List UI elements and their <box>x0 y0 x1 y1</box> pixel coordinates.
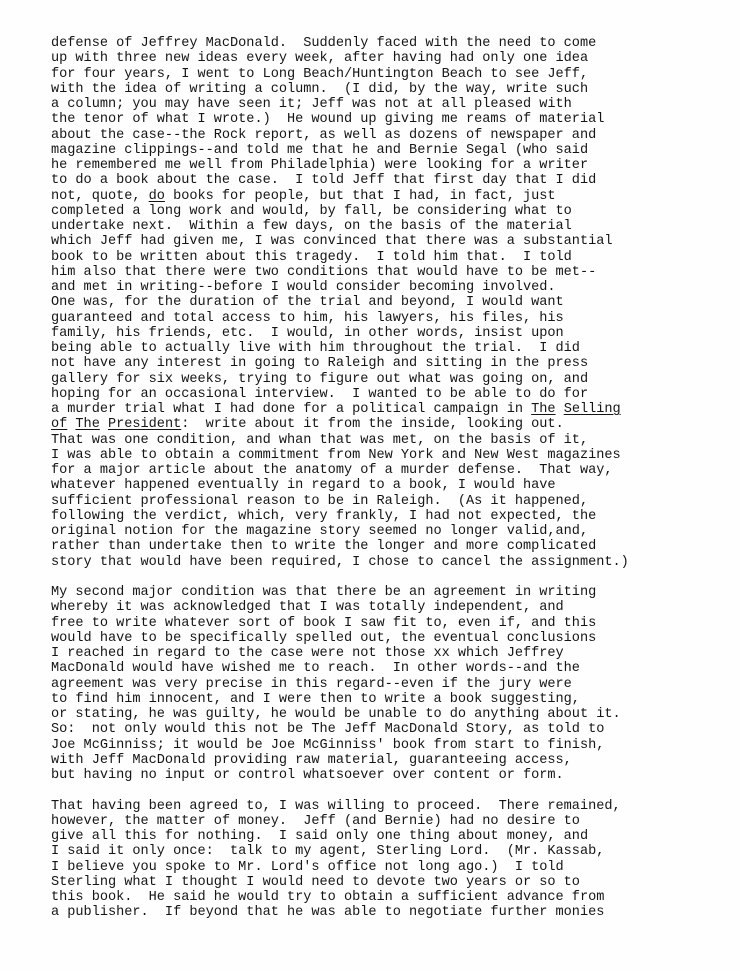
text-line: him also that there were two conditions that would have to be met-- <box>51 264 597 280</box>
text-line: magazine clippings--and told me that he and Bernie Segal (who said <box>51 142 589 158</box>
text-segment: not, quote, <box>51 188 149 204</box>
book-title-underlined: President <box>107 417 182 433</box>
text-line: MacDonald would have wished me to reach. In other words--and the <box>51 661 580 677</box>
text-line: to find him innocent, and I were then to write a book suggesting, <box>51 691 580 707</box>
text-line: which Jeff had given me, I was convinced that there was a substantial <box>51 234 613 250</box>
text-segment: a murder trial what I had done for a political campaign in <box>51 402 532 417</box>
text-line-with-book-title <box>51 402 731 417</box>
text-line: about the case--the Rock report, as well as dozens of newspaper and <box>51 127 597 143</box>
text-line: a column; you may have seen it; Jeff was not at all pleased with <box>51 97 572 112</box>
text-line: this book. He said he would try to obtain a sufficient advance from <box>51 890 605 905</box>
text-line: and met in writing--before I would consider becoming involved. <box>51 280 556 295</box>
text-line: My second major condition was that there be an agreement in writing <box>51 585 597 600</box>
text-line: give all this for nothing. I said only one thing about money, and <box>51 829 589 844</box>
text-line: undertake next. Within a few days, on the basis of the material <box>51 219 572 234</box>
text-line: hoping for an occasional interview. I wanted to be able to do for <box>51 386 589 402</box>
text-line: family, his friends, etc. I would, in other words, insist upon <box>51 325 564 341</box>
text-line: following the verdict, which, very frankly, I had not expected, the <box>51 508 597 524</box>
text-line: he remembered me well from Philadelphia) were looking for a writer <box>51 158 589 173</box>
text-line: Joe McGinniss; it would be Joe McGinniss' book from start to finish, <box>51 737 605 753</box>
text-line: with the idea of writing a column. (I did, by the way, write such <box>51 81 589 97</box>
text-line: I reached in regard to the case were not those xx which Jeffrey <box>51 646 564 661</box>
text-line: free to write whatever sort of book I saw fit to, even if, and this <box>51 615 597 631</box>
text-line: with Jeff MacDonald providing raw material, guaranteeing access, <box>51 752 572 768</box>
paragraph-2 <box>51 585 731 783</box>
paragraph-spacer <box>51 783 731 798</box>
paragraph-1 <box>51 36 731 570</box>
text-line-with-underline <box>51 189 731 204</box>
text-line: whereby it was acknowledged that I was totally independent, and <box>51 600 564 616</box>
text-line: One was, for the duration of the trial and beyond, I would want <box>51 295 564 311</box>
text-line: rather than undertake then to write the longer and more complicated <box>51 539 597 555</box>
paragraph-spacer <box>51 570 731 585</box>
text-line: but having no input or control whatsoever over content or form. <box>51 768 564 783</box>
text-line: agreement was very precise in this regard--even if the jury were <box>51 676 572 692</box>
text-line: not have any interest in going to Raleigh and sitting in the press <box>51 356 589 372</box>
text-line: story that would have been required, I chose to cancel the assignment.) <box>51 554 629 570</box>
text-line: defense of Jeffrey MacDonald. Suddenly faced with the need to come <box>51 36 597 51</box>
text-line-with-book-title <box>51 417 731 432</box>
text-segment <box>100 417 108 432</box>
text-line: for a major article about the anatomy of a murder defense. That way, <box>51 463 613 478</box>
text-segment <box>556 402 564 417</box>
book-title-underlined: of <box>51 417 68 433</box>
text-line: being able to actually live with him throughout the trial. I did <box>51 341 580 356</box>
text-line: up with three new ideas every week, after having had only one idea <box>51 51 589 67</box>
paragraph-3 <box>51 799 731 921</box>
text-line: whatever happened eventually in regard to a book, I would have <box>51 478 556 494</box>
letter-body <box>51 36 731 921</box>
text-line: I said it only once: talk to my agent, Sterling Lord. (Mr. Kassab, <box>51 844 605 860</box>
text-line: So: not only would this not be The Jeff MacDonald Story, as told to <box>51 722 605 738</box>
text-line: a publisher. If beyond that he was able to negotiate further monies <box>51 905 605 921</box>
text-line: I was able to obtain a commitment from New York and New West magazines <box>51 447 621 463</box>
book-title-underlined: The <box>75 417 100 433</box>
book-title-underlined: Selling <box>563 402 621 417</box>
text-line: would have to be specifically spelled out, the eventual conclusions <box>51 630 597 646</box>
text-line: That having been agreed to, I was willing to proceed. There remained, <box>51 798 621 814</box>
text-line: for four years, I went to Long Beach/Huntington Beach to see Jeff, <box>51 66 589 82</box>
text-line: original notion for the magazine story seemed no longer valid,and, <box>51 524 589 539</box>
text-line: book to be written about this tragedy. I told him that. I told <box>51 249 572 265</box>
book-title-underlined: The <box>531 402 556 417</box>
text-line: Sterling what I thought I would need to devote two years or so to <box>51 874 580 890</box>
underlined-word: do <box>148 188 165 204</box>
text-line: completed a long work and would, by fall, be considering what to <box>51 203 572 219</box>
text-line: guaranteed and total access to him, his lawyers, his files, his <box>51 310 564 326</box>
text-line: gallery for six weeks, trying to figure out what was going on, and <box>51 371 589 387</box>
text-segment: books for people, but that I had, in fact, just <box>164 188 556 204</box>
text-line: to do a book about the case. I told Jeff that first day that I did <box>51 173 597 189</box>
text-line: That was one condition, and whan that was met, on the basis of it, <box>51 432 589 448</box>
text-segment: : write about it from the inside, looking out. <box>181 417 564 433</box>
text-line: however, the matter of money. Jeff (and Bernie) had no desire to <box>51 813 580 829</box>
text-line: or stating, he was guilty, he would be unable to do anything about it. <box>51 707 621 722</box>
text-line: I believe you spoke to Mr. Lord's office not long ago.) I told <box>51 859 564 875</box>
text-line: the tenor of what I wrote.) He wound up giving me reams of material <box>51 112 605 128</box>
text-line: sufficient professional reason to be in Raleigh. (As it happened, <box>51 493 589 509</box>
